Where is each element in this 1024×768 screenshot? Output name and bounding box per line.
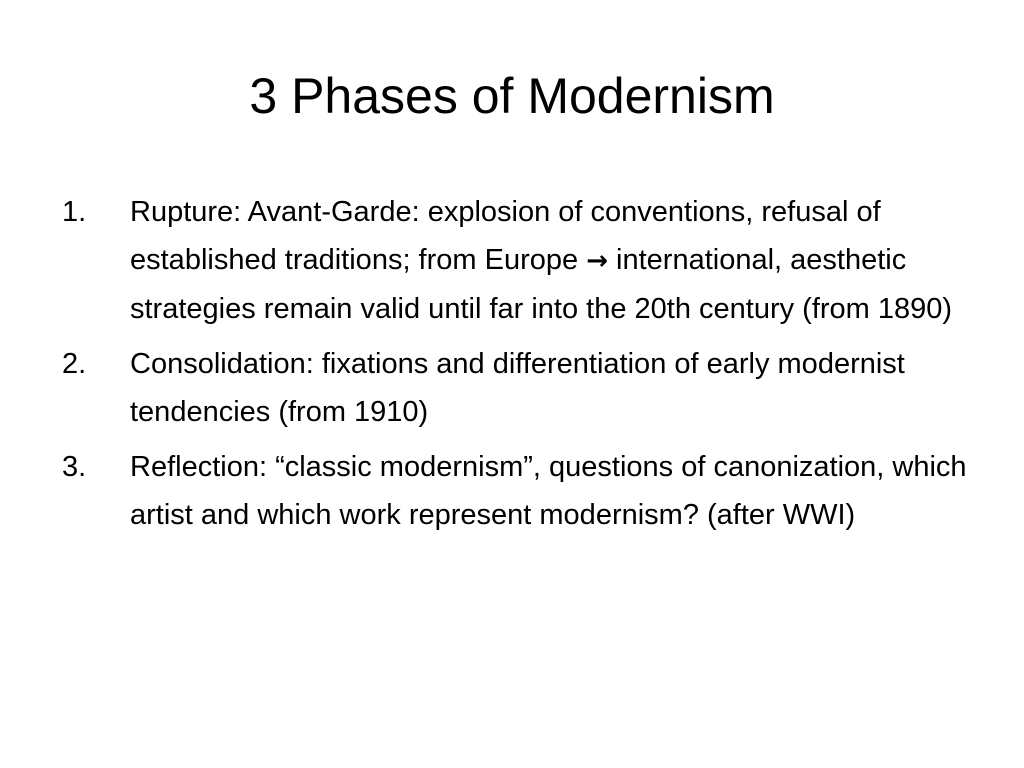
list-item-3 bbox=[62, 443, 972, 539]
list-number: 1. bbox=[62, 196, 87, 228]
list-item-1 bbox=[62, 188, 972, 333]
list-item-2 bbox=[62, 340, 972, 436]
list-number: 3. bbox=[62, 451, 87, 483]
right-arrow-icon: → bbox=[586, 246, 608, 276]
list-number: 2. bbox=[62, 348, 87, 380]
list-item-text: Consolidation: fixations and differentiation of early modernist tendencies (from 1910) bbox=[130, 348, 905, 428]
list-item-text: Rupture: Avant-Garde: explosion of conventions, refusal of established traditions; from Europe bbox=[130, 196, 881, 276]
list-item-text-continued: international, aesthetic strategies remain valid until far into the 20th century (from 1890) bbox=[130, 244, 953, 325]
slide-title: 3 Phases of Modernism bbox=[249, 68, 775, 124]
phases-list bbox=[62, 188, 972, 546]
list-item-text: Reflection: “classic modernism”, questions of canonization, which artist and which work represent modernism? (after WWI) bbox=[130, 451, 967, 531]
